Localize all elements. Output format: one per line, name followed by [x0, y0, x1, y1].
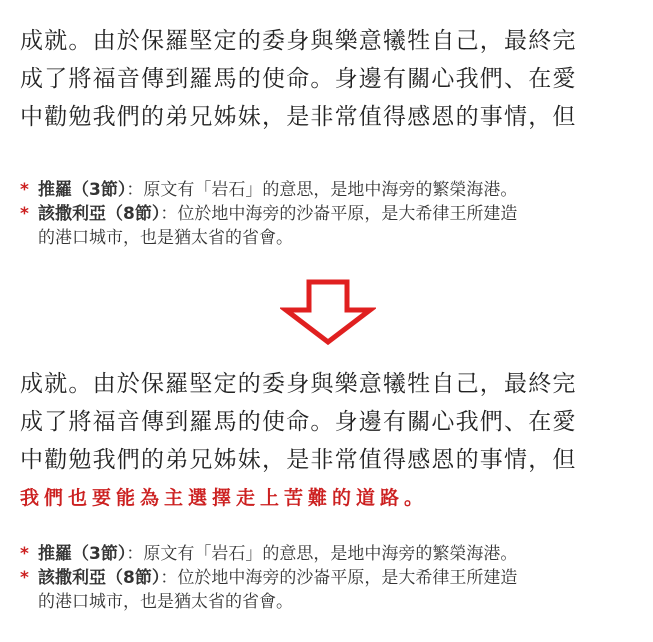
- footnote-text: ：位於地中海旁的沙崙平原，是大希律王所建造: [160, 204, 518, 224]
- highlight-sentence: 我們也要能為主選擇走上苦難的道路。: [20, 487, 429, 509]
- after-footnote-tyre: [20, 542, 640, 566]
- footnote-continuation: 的港口城市，也是猶太省的省會。: [38, 592, 293, 612]
- after-footnotes: [20, 542, 640, 614]
- before-line-2: 成了將福音傳到羅馬的使命。身邊有關心我們、在愛: [20, 66, 577, 92]
- after-line-1: 成就。由於保羅堅定的委身與樂意犧牲自己，最終完: [20, 371, 577, 397]
- footnote-term: 推羅（3節）: [38, 180, 127, 200]
- down-arrow-svg: [280, 278, 376, 346]
- before-paragraph: [20, 22, 640, 136]
- before-line-1: 成就。由於保羅堅定的委身與樂意犧牲自己，最終完: [20, 28, 577, 54]
- after-line-2: 成了將福音傳到羅馬的使命。身邊有關心我們、在愛: [20, 409, 577, 435]
- footnote-continuation: 的港口城市，也是猶太省的省會。: [38, 228, 293, 248]
- footnote-star: *: [20, 180, 29, 200]
- footnote-term: 該撒利亞（8節）: [38, 204, 161, 224]
- footnote-star: *: [20, 568, 29, 588]
- after-paragraph: [20, 365, 640, 517]
- footnote-term: 該撒利亞（8節）: [38, 568, 161, 588]
- before-footnote-tyre: [20, 178, 640, 202]
- before-line-3: 中勸勉我們的弟兄姊妹，是非常值得感恩的事情，但: [20, 104, 577, 130]
- down-arrow-shape: [286, 282, 370, 342]
- footnote-text: ：原文有「岩石」的意思，是地中海旁的繁榮海港。: [126, 180, 518, 200]
- footnote-term: 推羅（3節）: [38, 544, 127, 564]
- down-arrow-icon: [280, 278, 376, 346]
- footnote-star: *: [20, 204, 29, 224]
- footnote-text: ：原文有「岩石」的意思，是地中海旁的繁榮海港。: [126, 544, 518, 564]
- after-line-3: 中勸勉我們的弟兄姊妹，是非常值得感恩的事情，但: [20, 447, 577, 473]
- before-footnotes: [20, 178, 640, 250]
- after-footnote-caesarea: [20, 566, 640, 614]
- footnote-text: ：位於地中海旁的沙崙平原，是大希律王所建造: [160, 568, 518, 588]
- footnote-star: *: [20, 544, 29, 564]
- before-footnote-caesarea: [20, 202, 640, 250]
